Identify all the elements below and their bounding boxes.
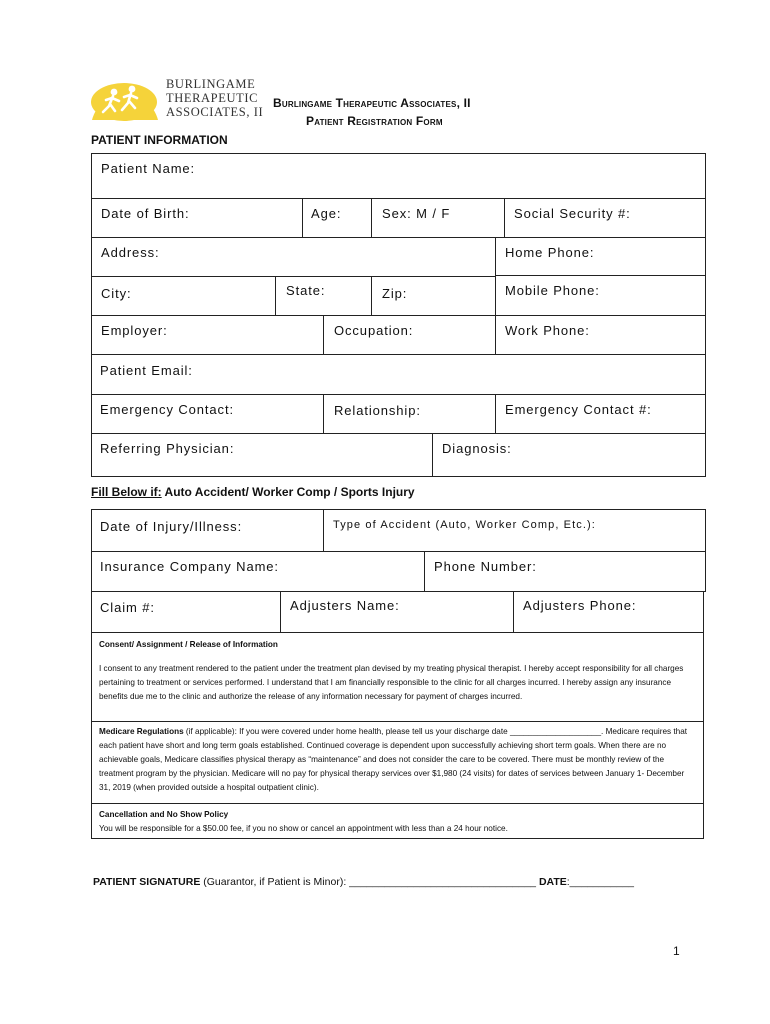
runners-sun-logo-icon — [88, 76, 160, 122]
emergency-contact-number-label: Emergency Contact #: — [505, 402, 652, 417]
phone-number-field[interactable] — [424, 551, 706, 592]
patient-email-label: Patient Email: — [100, 363, 193, 378]
adjusters-phone-label: Adjusters Phone: — [523, 598, 637, 613]
age-field[interactable] — [302, 198, 372, 238]
page-number: 1 — [673, 944, 680, 958]
city-field[interactable] — [91, 276, 276, 316]
medicare-body: (if applicable): If you were covered under home health, please tell us your discharge date ____________________. Medicare requires that each patient have short and long term goals established. Continued coverage is dependent upon successfully achieving short term goals. When there are no achievable goals, Medicare classifies physical therapy as “maintenance” and does not consider the care to be covered. There must be monthly review of the treatment program by the physician. Medicare will no pay for physical therapy services over $1,980 (24 visits) for dates of services between January 1- December 31, 2019 (when provided outside a hospital outpatient clinic). — [99, 727, 688, 792]
logo-line-3: ASSOCIATES, II — [166, 105, 264, 119]
zip-label: Zip: — [382, 286, 408, 301]
medicare-title: Medicare Regulations — [99, 727, 184, 736]
state-label: State: — [286, 283, 326, 298]
referring-physician-field[interactable] — [91, 433, 433, 477]
zip-field[interactable] — [371, 276, 496, 316]
emergency-contact-number-field[interactable] — [495, 394, 706, 434]
adjusters-phone-field[interactable] — [513, 591, 704, 633]
patient-name-field[interactable] — [91, 153, 706, 199]
adjusters-name-field[interactable] — [280, 591, 514, 633]
section-title-patient-information: PATIENT INFORMATION — [91, 133, 228, 147]
type-of-accident-label: Type of Accident (Auto, Worker Comp, Etc.): — [333, 519, 596, 531]
medicare-text — [99, 725, 697, 795]
signature-line[interactable] — [93, 876, 634, 888]
work-phone-label: Work Phone: — [505, 323, 590, 338]
logo-line-2: THERAPEUTIC — [166, 91, 259, 105]
consent-title: Consent/ Assignment / Release of Information — [99, 640, 278, 649]
mobile-phone-label: Mobile Phone: — [505, 283, 600, 298]
clinic-logo — [88, 76, 263, 122]
work-phone-field[interactable] — [495, 315, 706, 355]
consent-body: I consent to any treatment rendered to the patient under the treatment plan devised by my treating physical therapist. I hereby accept responsibility for all charges pertaining to treatment or services performed. I understand that I am financially responsible to the clinic for all charges incurred. I hereby assign any insurance benefits due me to the clinic and authorize the release of any information necessary for payment of charges incurred. — [99, 664, 684, 701]
home-phone-label: Home Phone: — [505, 245, 595, 260]
occupation-label: Occupation: — [334, 323, 414, 338]
medicare-section — [91, 721, 704, 804]
claim-number-field[interactable] — [91, 591, 281, 633]
date-line: :___________ — [566, 876, 634, 888]
emergency-contact-label: Emergency Contact: — [100, 402, 234, 417]
mobile-phone-field[interactable] — [495, 275, 706, 316]
signature-guarantor: (Guarantor, if Patient is Minor): ________________________________ — [200, 876, 539, 888]
emergency-contact-field[interactable] — [91, 394, 324, 434]
employer-field[interactable] — [91, 315, 324, 355]
relationship-label: Relationship: — [334, 403, 421, 418]
address-field[interactable] — [91, 237, 496, 277]
phone-number-label: Phone Number: — [434, 559, 537, 574]
sex-label: Sex: M / F — [382, 206, 451, 221]
date-of-injury-label: Date of Injury/Illness: — [100, 519, 243, 534]
insurance-company-field[interactable] — [91, 551, 425, 592]
fill-below-rest: Auto Accident/ Worker Comp / Sports Injury — [161, 485, 415, 499]
cancellation-body: You will be responsible for a $50.00 fee, if you no show or cancel an appointment with less than a 24 hour notice. — [99, 824, 508, 833]
fill-below-heading — [91, 485, 415, 499]
patient-email-field[interactable] — [91, 354, 706, 395]
signature-label: PATIENT SIGNATURE — [93, 876, 201, 888]
claim-number-label: Claim #: — [100, 600, 155, 615]
occupation-field[interactable] — [323, 315, 496, 355]
fill-below-prefix: Fill Below if: — [91, 485, 162, 499]
sex-field[interactable] — [371, 198, 505, 238]
form-title: Patient Registration Form — [306, 114, 443, 128]
employer-label: Employer: — [101, 323, 168, 338]
home-phone-field[interactable] — [495, 237, 706, 276]
cancellation-title: Cancellation and No Show Policy — [99, 810, 229, 819]
state-field[interactable] — [275, 276, 372, 316]
patient-name-label: Patient Name: — [101, 161, 196, 176]
date-label: DATE — [538, 876, 567, 888]
social-security-field[interactable] — [504, 198, 706, 238]
diagnosis-label: Diagnosis: — [442, 441, 512, 456]
date-of-injury-field[interactable] — [91, 509, 324, 552]
date-of-birth-field[interactable] — [91, 198, 303, 238]
date-of-birth-label: Date of Birth: — [101, 206, 190, 221]
cancellation-section — [91, 803, 704, 839]
logo-line-1: BURLINGAME — [166, 77, 256, 91]
diagnosis-field[interactable] — [432, 433, 706, 477]
social-security-label: Social Security #: — [514, 206, 631, 221]
age-label: Age: — [311, 206, 342, 221]
referring-physician-label: Referring Physician: — [100, 441, 235, 456]
city-label: City: — [101, 286, 132, 301]
organization-title: Burlingame Therapeutic Associates, II — [273, 96, 471, 110]
address-label: Address: — [101, 245, 160, 260]
insurance-company-label: Insurance Company Name: — [100, 559, 279, 574]
adjusters-name-label: Adjusters Name: — [290, 598, 400, 613]
type-of-accident-field[interactable] — [323, 509, 706, 552]
relationship-field[interactable] — [323, 394, 496, 434]
consent-section — [91, 632, 704, 722]
